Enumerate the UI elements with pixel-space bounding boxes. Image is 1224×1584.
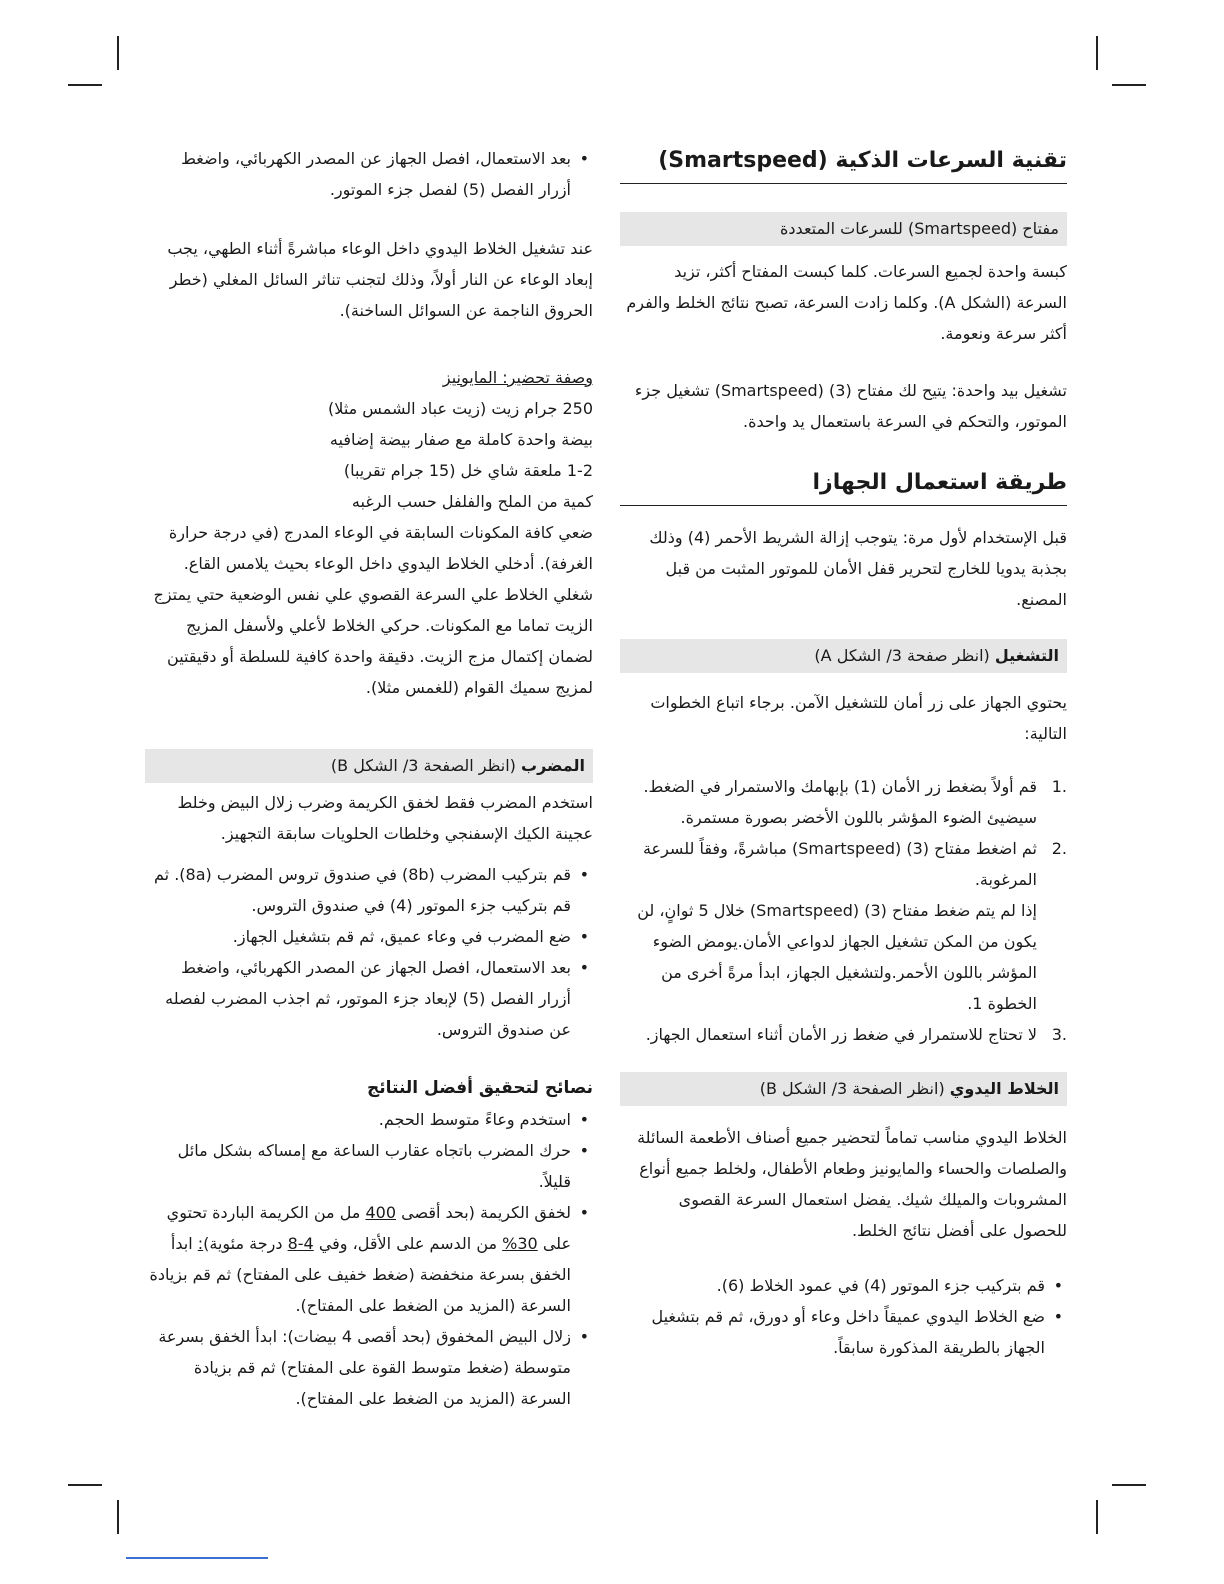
crop-mark xyxy=(68,84,102,86)
operation-intro: يحتوي الجهاز على زر أمان للتشغيل الآمن. برجاء اتباع الخطوات التالية: xyxy=(650,693,1067,743)
operation-heading-bold: التشغيل xyxy=(994,646,1059,665)
operation-step xyxy=(620,1019,1067,1050)
recipe-ingredient: 1-2 ملعقة شاي خل (15 جرام تقريبا) xyxy=(343,461,593,480)
step-number: 3. xyxy=(1051,1025,1067,1044)
crop-mark xyxy=(68,1484,102,1486)
hot-liquid-warning: عند تشغيل الخلاط اليدوي داخل الوعاء مباشرةً أثناء الطهي، يجب إبعاد الوعاء عن النار أولاً، وذلك لتجنب تناثر السائل المغلي (خطر الحروق الناجمة عن السوائل الساخنة). xyxy=(167,239,593,320)
operation-step xyxy=(620,771,1067,833)
cream-tip-part: مل من الكريمة الباردة تحتوي على xyxy=(166,1203,571,1253)
cream-tip-colon: : xyxy=(197,1234,204,1253)
speed-switch-heading: مفتاح (Smartspeed) للسرعات المتعددة xyxy=(620,212,1067,246)
step-number: 2. xyxy=(1051,839,1067,858)
bullet-item: • زلال البيض المخفوق (بحد أقصى 4 بيضات): ابدأ الخفق بسرعة متوسطة (ضغط متوسط القوة على المفتاح) ثم قم بزيادة السرعة (المزيد من الضغط على المفتاح). xyxy=(145,1321,593,1414)
whisk-heading xyxy=(145,749,593,783)
recipe-method: ضعي كافة المكونات السابقة في الوعاء المدرج (في درجة حرارة الغرفة). أدخلي الخلاط اليدوي داخل الوعاء بحيث يلامس القاع. شغلي الخلاط علي السرعة القصوي علي نفس الوضعية حتي يمتزج الزيت تماما مع المكونات. حركي الخلاط لأعلي ولأسفل المزيج لضمان إكتمال مزج الزيت. دقيقة واحدة كافية للسلطة أو دقيقتين لمزيج سميك القوام (للغمس مثلا). xyxy=(153,523,593,697)
tips-title: نصائح لتحقيق أفضل النتائج xyxy=(367,1078,593,1098)
operation-step xyxy=(620,833,1067,1019)
cream-tip-part: لخفق الكريمة (بحد أقصى xyxy=(396,1203,571,1222)
whisk-bullets xyxy=(145,859,593,1045)
hand-blender-bullets xyxy=(620,1270,1067,1363)
step-text: قم أولاً بضغط زر الأمان (1) بإبهامك والاستمرار في الضغط. سيضيئ الضوء المؤشر باللون الأخضر بصورة مستمرة. xyxy=(643,777,1037,827)
operation-steps xyxy=(620,771,1067,1050)
hand-blender-heading-ref: (انظر الصفحة 3/ الشكل B) xyxy=(759,1079,950,1098)
crop-mark xyxy=(117,1500,119,1534)
hand-blender-heading-bold: الخلاط اليدوي xyxy=(949,1079,1059,1098)
whisk-paragraph: استخدم المضرب فقط لخفق الكريمة وضرب زلال البيض وخلط عجينة الكيك الإسفنجي وخلطات الحلويات سابقة التجهيز. xyxy=(177,793,593,843)
step-number: 1. xyxy=(1051,777,1067,796)
bullet-item: • ضع المضرب في وعاء عميق، ثم قم بتشغيل الجهاز. xyxy=(145,921,593,952)
bullet-item xyxy=(145,1197,593,1321)
operation-heading-ref: (انظر صفحة 3/ الشكل A) xyxy=(814,646,995,665)
tips-bullets xyxy=(145,1104,593,1414)
crop-mark xyxy=(1096,36,1098,70)
recipe-title: وصفة تحضير: المايونيز xyxy=(442,368,593,387)
cream-fat-percent: 30% xyxy=(502,1234,538,1253)
cream-temperature: 4-8 xyxy=(287,1234,314,1253)
bullet-item: • قم بتركيب المضرب (8b) في صندوق تروس المضرب (8a). ثم قم بتركيب جزء الموتور (4) في صندوق التروس. xyxy=(145,859,593,921)
left-column xyxy=(145,143,593,1414)
one-hand-paragraph: تشغيل بيد واحدة: يتيح لك مفتاح (3) (Smartspeed) تشغيل جزء الموتور، والتحكم في السرعة باستعمال يد واحدة. xyxy=(634,381,1067,431)
speed-switch-paragraph: كبسة واحدة لجميع السرعات. كلما كبست المفتاح أكثر، تزيد السرعة (الشكل A). وكلما زادت السرعة، تصبح نتائج الخلط والفرم أكثر سرعة ونعومة. xyxy=(626,262,1067,343)
step-text: ثم اضغط مفتاح (3) (Smartspeed) مباشرةً، وفقاً للسرعة المرغوبة. xyxy=(642,839,1037,889)
crop-mark xyxy=(1112,1484,1146,1486)
bullet-item: • قم بتركيب جزء الموتور (4) في عمود الخلاط (6). xyxy=(620,1270,1067,1301)
whisk-heading-ref: (انظر الصفحة 3/ الشكل B) xyxy=(330,756,521,775)
crop-mark xyxy=(117,36,119,70)
recipe-ingredient: 250 جرام زيت (زيت عباد الشمس مثلا) xyxy=(328,399,593,418)
usage-title: طريقة استعمال الجهازا xyxy=(620,465,1067,506)
cream-tip-part: ابدأ الخفق بسرعة منخفضة (ضغط خفيف على المفتاح) ثم قم بزيادة السرعة (المزيد من الضغط على المفتاح). xyxy=(149,1234,571,1315)
bullet-item: • حرك المضرب باتجاه عقارب الساعة مع إمساكه بشكل مائل قليلاً. xyxy=(145,1135,593,1197)
recipe-ingredient: كمية من الملح والفلفل حسب الرغبه xyxy=(351,492,593,511)
crop-mark xyxy=(1112,84,1146,86)
bullet-item: • استخدم وعاءً متوسط الحجم. xyxy=(145,1104,593,1135)
first-use-paragraph: قبل الإستخدام لأول مرة: يتوجب إزالة الشريط الأحمر (4) وذلك بجذبة يدويا للخارج لتحرير قفل الأمان للموتور المثبت من قبل المصنع. xyxy=(649,528,1067,609)
detach-bullet-list xyxy=(145,143,593,205)
operation-heading xyxy=(620,639,1067,673)
bullet-item: • بعد الاستعمال، افصل الجهاز عن المصدر الكهربائي، واضغط أزرار الفصل (5) لفصل جزء الموتور. xyxy=(145,143,593,205)
cream-tip-part: من الدسم على الأقل، وفي xyxy=(313,1234,503,1253)
bullet-item: • ضع الخلاط اليدوي عميقاً داخل وعاء أو دورق، ثم قم بتشغيل الجهاز بالطريقة المذكورة سابقاً. xyxy=(620,1301,1067,1363)
hand-blender-heading xyxy=(620,1072,1067,1106)
step-note: إذا لم يتم ضغط مفتاح (3) (Smartspeed) خلال 5 ثوانٍ، لن يكون من المكن تشغيل الجهاز لدواعي الأمان.يومض الضوء المؤشر باللون الأحمر.ولتشغيل الجهاز، ابدأ مرةً أخرى من الخطوة 1. xyxy=(637,901,1037,1013)
hand-blender-paragraph: الخلاط اليدوي مناسب تماماً لتحضير جميع أصناف الأطعمة السائلة والصلصات والحساء والمايونيز وطعام الأطفال، ولخلط جميع أنواع المشروبات والميلك شيك. يفضل استعمال السرعة القصوى للحصول على أفضل نتائج الخلط. xyxy=(637,1128,1067,1240)
bullet-item: • بعد الاستعمال، افصل الجهاز عن المصدر الكهربائي، واضغط أزرار الفصل (5) لإبعاد جزء الموتور، ثم اجذب المضرب لفصله عن صندوق التروس. xyxy=(145,952,593,1045)
recipe-ingredient: بيضة واحدة كاملة مع صفار بيضة إضافيه xyxy=(329,430,593,449)
smartspeed-title: تقنية السرعات الذكية (Smartspeed) xyxy=(620,143,1067,184)
footer-rule xyxy=(126,1557,268,1559)
cream-max-ml: 400 xyxy=(365,1203,397,1222)
right-column xyxy=(620,143,1067,1363)
whisk-heading-bold: المضرب xyxy=(520,756,585,775)
crop-mark xyxy=(1096,1500,1098,1534)
step-text: لا تحتاج للاستمرار في ضغط زر الأمان أثناء استعمال الجهاز. xyxy=(645,1025,1037,1044)
cream-tip-part: درجة مئوية) xyxy=(203,1234,288,1253)
